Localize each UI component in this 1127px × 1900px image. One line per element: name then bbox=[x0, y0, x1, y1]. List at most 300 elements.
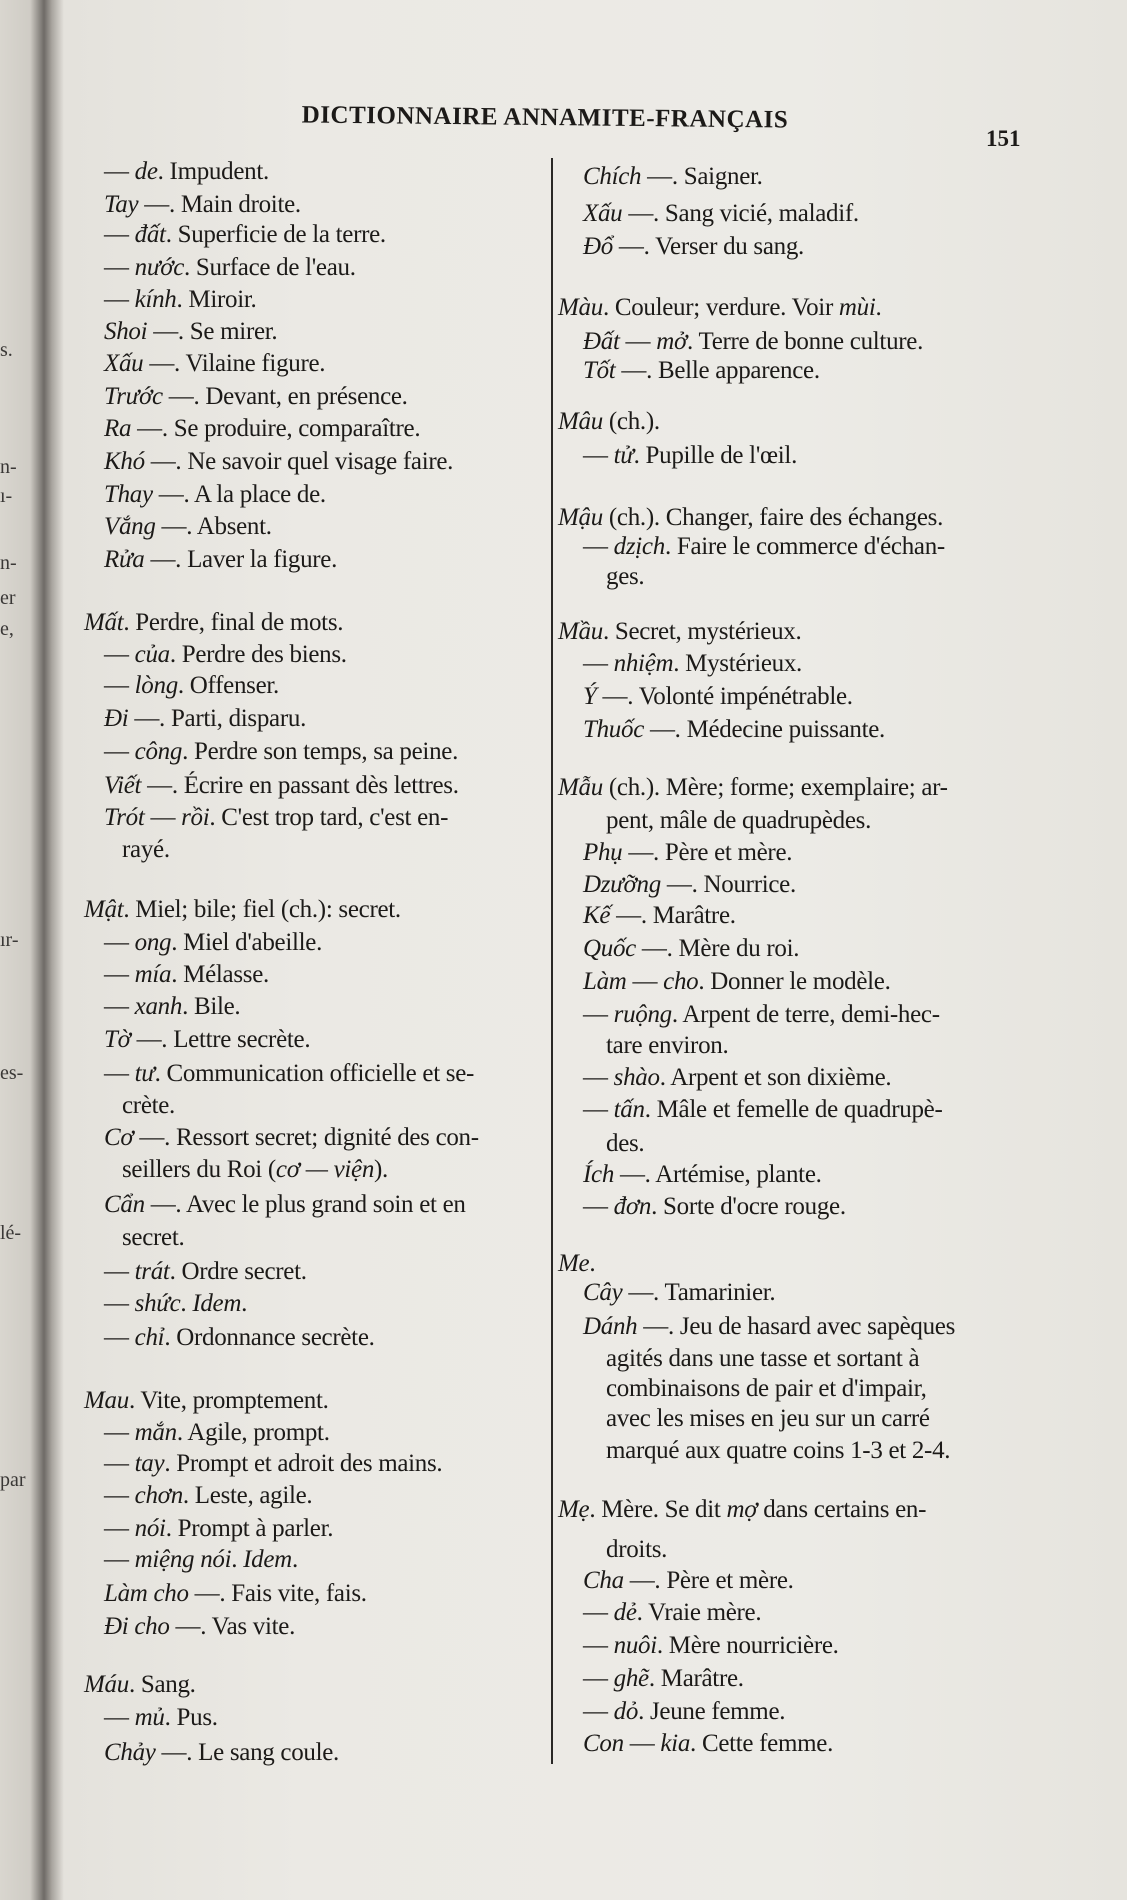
margin-fragment: s. bbox=[0, 339, 13, 362]
annamite-term: ruộng bbox=[613, 1000, 672, 1028]
margin-fragment: es- bbox=[0, 1061, 24, 1084]
annamite-term: Cẩn bbox=[104, 1190, 145, 1218]
french-text: . Perdre des biens. bbox=[169, 640, 347, 668]
annamite-term: Đất bbox=[583, 327, 620, 355]
annamite-term: Quốc bbox=[583, 935, 636, 963]
french-text: . Pupille de l'œil. bbox=[633, 441, 798, 469]
annamite-term: dzịch bbox=[613, 532, 665, 560]
french-text: — bbox=[104, 1060, 135, 1088]
french-text: —. Ne savoir quel visage faire. bbox=[144, 447, 454, 475]
margin-fragment: ı- bbox=[0, 484, 13, 507]
french-text: . Prompt à parler. bbox=[165, 1514, 334, 1542]
entry-subentry-line bbox=[583, 900, 736, 932]
french-text: agités dans une tasse et sortant à bbox=[606, 1344, 920, 1372]
entry-continuation-line bbox=[606, 1435, 950, 1467]
french-text: . Marâtre. bbox=[648, 1664, 744, 1692]
french-text: . Arpent de terre, demi-hec- bbox=[671, 1000, 940, 1028]
french-text: (ch.). bbox=[602, 407, 660, 435]
french-text: —. A la place de. bbox=[152, 480, 326, 508]
french-text: — bbox=[104, 993, 135, 1021]
annamite-term: trát bbox=[134, 1257, 170, 1285]
margin-fragment: ır- bbox=[0, 928, 19, 951]
entry-headword-line bbox=[558, 616, 801, 648]
french-text: rayé. bbox=[122, 835, 170, 863]
entry-subentry-line bbox=[104, 1578, 367, 1610]
entry-continuation-line bbox=[606, 1128, 644, 1160]
french-text: . Ordre secret. bbox=[169, 1257, 307, 1285]
french-text: — bbox=[583, 532, 614, 560]
annamite-term: chơn bbox=[134, 1481, 183, 1509]
annamite-term: Mau bbox=[84, 1387, 129, 1415]
french-text: seillers du Roi ( bbox=[122, 1155, 276, 1183]
entry-subentry-line bbox=[583, 1565, 794, 1597]
annamite-term: Vắng bbox=[104, 513, 156, 541]
annamite-term: Ra bbox=[104, 415, 132, 443]
french-text: —. Laver la figure. bbox=[144, 546, 338, 574]
french-text: . Vraie mère. bbox=[636, 1599, 762, 1627]
french-text: —. Mère du roi. bbox=[635, 935, 800, 963]
french-text: des. bbox=[606, 1130, 645, 1158]
entry-subentry-line bbox=[583, 1062, 891, 1094]
entry-headword-line bbox=[558, 1248, 595, 1280]
annamite-term: shào bbox=[613, 1063, 660, 1091]
entry-subentry-line bbox=[104, 479, 326, 511]
french-text: —. Tamarinier. bbox=[622, 1279, 776, 1307]
french-text: — bbox=[619, 327, 657, 355]
annamite-term: Kế bbox=[583, 902, 611, 930]
entry-continuation-line bbox=[606, 805, 871, 837]
french-text: (ch.). Mère; forme; exemplaire; ar- bbox=[602, 774, 948, 801]
entry-continuation-line bbox=[606, 1030, 728, 1062]
entry-subentry-line bbox=[583, 355, 820, 387]
french-text: — bbox=[104, 672, 135, 700]
annamite-term: Khó bbox=[104, 447, 145, 475]
french-text: — bbox=[104, 1514, 135, 1542]
entry-headword-line bbox=[558, 406, 660, 438]
french-text: — bbox=[583, 650, 614, 678]
french-text: — bbox=[583, 1193, 614, 1221]
annamite-term: Làm bbox=[583, 967, 627, 995]
entry-headword-line bbox=[84, 894, 401, 926]
entry-subentry-line bbox=[104, 1189, 466, 1221]
annamite-term: Màu bbox=[558, 294, 603, 322]
french-text: . Secret, mystérieux. bbox=[602, 617, 802, 645]
entry-subentry-line bbox=[104, 1058, 474, 1090]
entry-subentry-line bbox=[583, 681, 853, 713]
annamite-term: nuôi bbox=[613, 1632, 657, 1660]
entry-headword-line bbox=[84, 1385, 329, 1417]
entry-subentry-line bbox=[583, 714, 885, 746]
french-text: . bbox=[231, 1546, 244, 1574]
french-text: — bbox=[104, 737, 135, 765]
entry-subentry-line bbox=[104, 544, 337, 576]
entry-subentry-line bbox=[104, 1322, 375, 1354]
french-text: — bbox=[104, 1257, 135, 1285]
french-text: — bbox=[626, 967, 664, 995]
entry-subentry-line bbox=[583, 1311, 955, 1343]
french-text: — bbox=[583, 1000, 614, 1028]
french-text: . Terre de bonne culture. bbox=[687, 327, 924, 355]
french-text: . Mère nourricière. bbox=[656, 1632, 839, 1660]
annamite-term: Đổ bbox=[583, 233, 613, 261]
french-text: —. Fais vite, fais. bbox=[188, 1579, 367, 1607]
french-text: — bbox=[104, 254, 135, 282]
entry-subentry-line bbox=[583, 440, 797, 472]
french-text: . Miel; bile; fiel (ch.): secret. bbox=[123, 896, 401, 924]
french-text: combinaisons de pair et d'impair, bbox=[606, 1375, 927, 1403]
annamite-term: ong bbox=[134, 929, 172, 957]
annamite-term: mắn bbox=[134, 1418, 177, 1446]
french-text: marqué aux quatre coins 1-3 et 2-4. bbox=[606, 1436, 951, 1464]
french-text: . Donner le modèle. bbox=[698, 967, 891, 995]
annamite-term: Tốt bbox=[583, 357, 616, 385]
french-text: . bbox=[241, 1290, 248, 1318]
french-text: — bbox=[104, 221, 135, 249]
entry-subentry-line bbox=[583, 1597, 761, 1629]
entry-subentry-line bbox=[104, 639, 347, 671]
french-text: . Arpent et son dixième. bbox=[659, 1063, 892, 1091]
annamite-term: công bbox=[134, 737, 183, 765]
annamite-term: kính bbox=[134, 285, 177, 313]
french-text: . Communication officielle et se- bbox=[154, 1060, 475, 1088]
entry-subentry-line bbox=[104, 1122, 479, 1154]
column-divider bbox=[551, 158, 553, 1764]
annamite-term: Tay bbox=[104, 191, 139, 219]
french-text: —. Parti, disparu. bbox=[128, 704, 307, 732]
annamite-term: cơ — viện bbox=[275, 1155, 375, 1183]
annamite-term: Thay bbox=[104, 480, 153, 508]
french-text: (ch.). Changer, faire des échanges. bbox=[602, 503, 944, 531]
french-text: — bbox=[583, 1664, 614, 1692]
entry-subentry-line bbox=[583, 531, 945, 563]
annamite-term: mùi bbox=[838, 294, 876, 322]
french-text: . bbox=[180, 1290, 193, 1318]
french-text: — bbox=[583, 441, 614, 469]
french-text: — bbox=[583, 1063, 614, 1091]
annamite-term: tấn bbox=[613, 1096, 645, 1124]
entry-subentry-line bbox=[104, 284, 256, 316]
annamite-term: tử bbox=[613, 441, 634, 469]
entry-continuation-line bbox=[606, 1343, 919, 1375]
french-text: . Cette femme. bbox=[690, 1730, 834, 1758]
margin-fragment: e, bbox=[0, 618, 14, 641]
annamite-term: Chảy bbox=[104, 1738, 156, 1766]
french-text: —. Lettre secrète. bbox=[130, 1026, 311, 1054]
french-text: . Vite, promptement. bbox=[128, 1387, 329, 1415]
annamite-term: ghẽ bbox=[613, 1664, 649, 1692]
entry-subentry-line bbox=[583, 966, 891, 998]
french-text: . Superficie de la terre. bbox=[165, 221, 386, 249]
french-text: —. Absent. bbox=[155, 513, 272, 541]
annamite-term: chỉ bbox=[134, 1324, 165, 1352]
entry-subentry-line bbox=[104, 1288, 247, 1320]
french-text: . Pus. bbox=[164, 1703, 218, 1731]
french-text: — bbox=[583, 1599, 614, 1627]
annamite-term: Con bbox=[583, 1730, 624, 1758]
entry-continuation-line bbox=[606, 1403, 930, 1435]
entry-continuation-line bbox=[122, 1090, 175, 1122]
french-text: . C'est trop tard, c'est en- bbox=[209, 804, 449, 832]
annamite-term: Làm cho bbox=[104, 1579, 189, 1607]
annamite-term: Thuốc bbox=[583, 715, 645, 743]
french-text: —. Verser du sang. bbox=[612, 233, 804, 261]
annamite-term: Mậu bbox=[558, 503, 603, 531]
entry-subentry-line bbox=[583, 1094, 943, 1126]
annamite-term: Mầu bbox=[558, 617, 603, 645]
annamite-term: tư bbox=[134, 1060, 155, 1088]
french-text: . Faire le commerce d'échan- bbox=[664, 532, 945, 560]
entry-subentry-line bbox=[104, 959, 269, 991]
entry-subentry-line bbox=[104, 1448, 442, 1480]
entry-subentry-line bbox=[583, 1191, 846, 1223]
annamite-term: Dzưỡng bbox=[583, 870, 661, 898]
annamite-term: lòng bbox=[134, 672, 178, 700]
entry-headword-line bbox=[558, 772, 948, 804]
french-text: . Sang. bbox=[128, 1670, 196, 1698]
annamite-term: Idem bbox=[192, 1290, 242, 1318]
annamite-term: mợ bbox=[726, 1496, 758, 1524]
french-text: . Mâle et femelle de quadrupè- bbox=[644, 1096, 943, 1124]
french-text: —. Jeu de hasard avec sapèques bbox=[637, 1313, 956, 1341]
french-text: . Mystérieux. bbox=[673, 650, 802, 678]
entry-subentry-line bbox=[104, 348, 325, 380]
french-text: secret. bbox=[122, 1223, 185, 1251]
french-text: —. Ressort secret; dignité des con- bbox=[133, 1124, 479, 1152]
entry-subentry-line bbox=[583, 161, 763, 193]
page-header: DICTIONNAIRE ANNAMITE-FRANÇAIS bbox=[301, 101, 789, 134]
annamite-term: Mẫu bbox=[558, 774, 603, 801]
entry-subentry-line bbox=[104, 1256, 307, 1288]
entry-headword-line bbox=[84, 1669, 196, 1701]
french-text: — bbox=[104, 929, 135, 957]
annamite-term: Trót bbox=[104, 804, 145, 832]
annamite-term: Rửa bbox=[104, 546, 145, 574]
annamite-term: miệng nói bbox=[134, 1546, 232, 1574]
french-text: —. Se mirer. bbox=[147, 318, 278, 346]
french-text: . Jeune femme. bbox=[638, 1697, 786, 1725]
french-text: —. Père et mère. bbox=[622, 839, 793, 867]
french-text: — bbox=[104, 1546, 135, 1574]
entry-subentry-line bbox=[104, 316, 277, 348]
french-text: — bbox=[104, 1290, 135, 1318]
annamite-term: mủ bbox=[134, 1703, 165, 1731]
french-text: . Agile, prompt. bbox=[176, 1418, 330, 1446]
french-text: avec les mises en jeu sur un carré bbox=[606, 1405, 930, 1433]
annamite-term: Me bbox=[558, 1250, 590, 1278]
french-text: — bbox=[104, 285, 135, 313]
annamite-term: Chích bbox=[583, 163, 642, 191]
entry-subentry-line bbox=[583, 648, 802, 680]
entry-subentry-line bbox=[104, 927, 322, 959]
french-text: —. Nourrice. bbox=[660, 870, 796, 898]
annamite-term: tay bbox=[134, 1450, 165, 1478]
annamite-term: dẻ bbox=[613, 1599, 637, 1627]
french-text: — bbox=[623, 1730, 661, 1758]
entry-headword-line bbox=[558, 502, 943, 534]
annamite-term: đất bbox=[134, 221, 166, 249]
annamite-term: Xấu bbox=[104, 349, 144, 377]
entry-headword-line bbox=[558, 1494, 926, 1526]
french-text: . Bile. bbox=[182, 993, 241, 1021]
entry-subentry-line bbox=[583, 1728, 833, 1760]
entry-continuation-line bbox=[122, 1154, 388, 1186]
annamite-term: de bbox=[134, 158, 158, 186]
entry-subentry-line bbox=[583, 837, 792, 869]
margin-fragment: n- bbox=[0, 551, 17, 574]
annamite-term: Viết bbox=[104, 771, 142, 799]
entry-subentry-line bbox=[583, 1696, 785, 1728]
french-text: —. Père et mère. bbox=[623, 1566, 794, 1594]
french-text: —. Écrire en passant dès lettres. bbox=[141, 771, 459, 799]
annamite-term: rồi bbox=[181, 804, 210, 832]
entry-subentry-line bbox=[104, 511, 272, 543]
french-text: . Offenser. bbox=[177, 672, 279, 700]
margin-fragment: er bbox=[0, 586, 16, 609]
annamite-term: Đi bbox=[104, 704, 129, 732]
entry-subentry-line bbox=[104, 802, 448, 834]
annamite-term: Trước bbox=[104, 382, 163, 410]
annamite-term: Mất bbox=[84, 609, 124, 637]
entry-subentry-line bbox=[104, 189, 301, 221]
entry-continuation-line bbox=[606, 561, 644, 593]
annamite-term: nói bbox=[134, 1514, 166, 1542]
annamite-term: kia bbox=[660, 1730, 691, 1758]
french-text: ges. bbox=[606, 563, 645, 591]
annamite-term: Đi cho bbox=[104, 1612, 170, 1640]
french-text: . Perdre son temps, sa peine. bbox=[182, 737, 459, 765]
annamite-term: mía bbox=[134, 960, 172, 988]
entry-subentry-line bbox=[583, 1630, 839, 1662]
french-text: — bbox=[104, 1324, 135, 1352]
french-text: . Couleur; verdure. Voir bbox=[602, 294, 839, 322]
entry-subentry-line bbox=[583, 933, 799, 965]
french-text: —. Belle apparence. bbox=[615, 357, 820, 385]
entry-subentry-line bbox=[104, 219, 386, 251]
entry-continuation-line bbox=[122, 834, 170, 866]
margin-fragment: n- bbox=[0, 455, 17, 478]
french-text: . Mère. Se dit bbox=[589, 1496, 727, 1524]
french-text: . Impudent. bbox=[157, 158, 269, 186]
french-text: . Prompt et adroit des mains. bbox=[164, 1450, 443, 1478]
entry-headword-line bbox=[84, 607, 343, 639]
french-text: . Surface de l'eau. bbox=[184, 254, 356, 282]
french-text: —. Le sang coule. bbox=[155, 1738, 340, 1766]
french-text: . bbox=[291, 1546, 298, 1574]
french-text: — bbox=[104, 1450, 135, 1478]
annamite-term: Cây bbox=[583, 1279, 623, 1307]
entry-subentry-line bbox=[583, 198, 859, 230]
french-text: — bbox=[583, 1697, 614, 1725]
entry-subentry-line bbox=[104, 770, 459, 802]
annamite-term: shức bbox=[134, 1290, 181, 1318]
annamite-term: nhiệm bbox=[613, 650, 674, 678]
annamite-term: Ích bbox=[583, 1160, 615, 1188]
french-text: . bbox=[589, 1250, 596, 1278]
entry-subentry-line bbox=[583, 326, 923, 358]
entry-subentry-line bbox=[583, 999, 940, 1031]
entry-continuation-line bbox=[606, 1373, 927, 1405]
french-text: ). bbox=[374, 1155, 389, 1183]
page-number: 151 bbox=[986, 126, 1021, 151]
french-text: dans certains en- bbox=[757, 1496, 927, 1524]
french-text: . Miel d'abeille. bbox=[171, 929, 323, 957]
french-text: —. Artémise, plante. bbox=[614, 1160, 822, 1188]
annamite-term: Mật bbox=[84, 896, 124, 924]
entry-headword-line bbox=[558, 292, 881, 324]
entry-subentry-line bbox=[583, 869, 796, 901]
french-text: droits. bbox=[606, 1536, 668, 1564]
entry-subentry-line bbox=[104, 991, 240, 1023]
annamite-term: Mẹ bbox=[558, 1496, 590, 1524]
annamite-term: Idem bbox=[243, 1546, 292, 1574]
french-text: —. Vilaine figure. bbox=[143, 349, 326, 377]
entry-subentry-line bbox=[583, 1663, 744, 1695]
annamite-term: đơn bbox=[613, 1193, 652, 1221]
entry-subentry-line bbox=[104, 1480, 312, 1512]
annamite-term: của bbox=[134, 640, 170, 668]
annamite-term: Dánh bbox=[583, 1313, 638, 1341]
annamite-term: nước bbox=[134, 254, 185, 282]
french-text: . bbox=[875, 294, 882, 322]
annamite-term: Cơ bbox=[104, 1124, 134, 1152]
entry-subentry-line bbox=[104, 1024, 310, 1056]
french-text: — bbox=[583, 1096, 614, 1124]
entry-subentry-line bbox=[104, 736, 458, 768]
annamite-term: xanh bbox=[134, 993, 183, 1021]
entry-subentry-line bbox=[104, 413, 420, 445]
french-text: — bbox=[104, 1481, 135, 1509]
entry-subentry-line bbox=[104, 1611, 295, 1643]
french-text: . Sorte d'ocre rouge. bbox=[651, 1193, 846, 1221]
annamite-term: Shoi bbox=[104, 318, 148, 346]
french-text: —. Sang vicié, maladif. bbox=[622, 199, 859, 227]
entry-subentry-line bbox=[583, 1159, 822, 1191]
entry-subentry-line bbox=[104, 703, 306, 735]
french-text: —. Devant, en présence. bbox=[162, 382, 408, 410]
french-text: tare environ. bbox=[606, 1032, 729, 1060]
annamite-term: cho bbox=[663, 967, 699, 995]
french-text: —. Avec le plus grand soin et en bbox=[144, 1190, 466, 1218]
french-text: — bbox=[104, 1703, 135, 1731]
french-text: — bbox=[144, 804, 182, 832]
french-text: — bbox=[104, 1418, 135, 1446]
entry-subentry-line bbox=[104, 1417, 330, 1449]
annamite-term: Ý bbox=[583, 683, 597, 711]
entry-subentry-line bbox=[104, 1544, 298, 1576]
annamite-term: Mâu bbox=[558, 407, 603, 435]
annamite-term: Tờ bbox=[104, 1026, 131, 1054]
entry-subentry-line bbox=[104, 156, 269, 188]
french-text: . Ordonnance secrète. bbox=[164, 1324, 375, 1352]
entry-subentry-line bbox=[104, 446, 453, 478]
annamite-term: Xấu bbox=[583, 199, 623, 227]
french-text: crète. bbox=[122, 1091, 176, 1119]
margin-fragment: par bbox=[0, 1469, 26, 1492]
french-text: pent, mâle de quadrupèdes. bbox=[606, 806, 872, 834]
annamite-term: dỏ bbox=[613, 1697, 639, 1725]
french-text: — bbox=[583, 1632, 614, 1660]
entry-continuation-line bbox=[606, 1534, 667, 1566]
margin-fragment: lé- bbox=[0, 1221, 22, 1244]
french-text: —. Vas vite. bbox=[169, 1612, 296, 1640]
entry-subentry-line bbox=[104, 1737, 339, 1769]
entry-subentry-line bbox=[104, 1702, 218, 1734]
french-text: . Perdre, final de mots. bbox=[123, 609, 344, 637]
entry-subentry-line bbox=[104, 1513, 333, 1545]
french-text: —. Se produire, comparaître. bbox=[131, 415, 421, 443]
french-text: —. Main droite. bbox=[138, 191, 301, 219]
french-text: . Leste, agile. bbox=[182, 1481, 313, 1509]
